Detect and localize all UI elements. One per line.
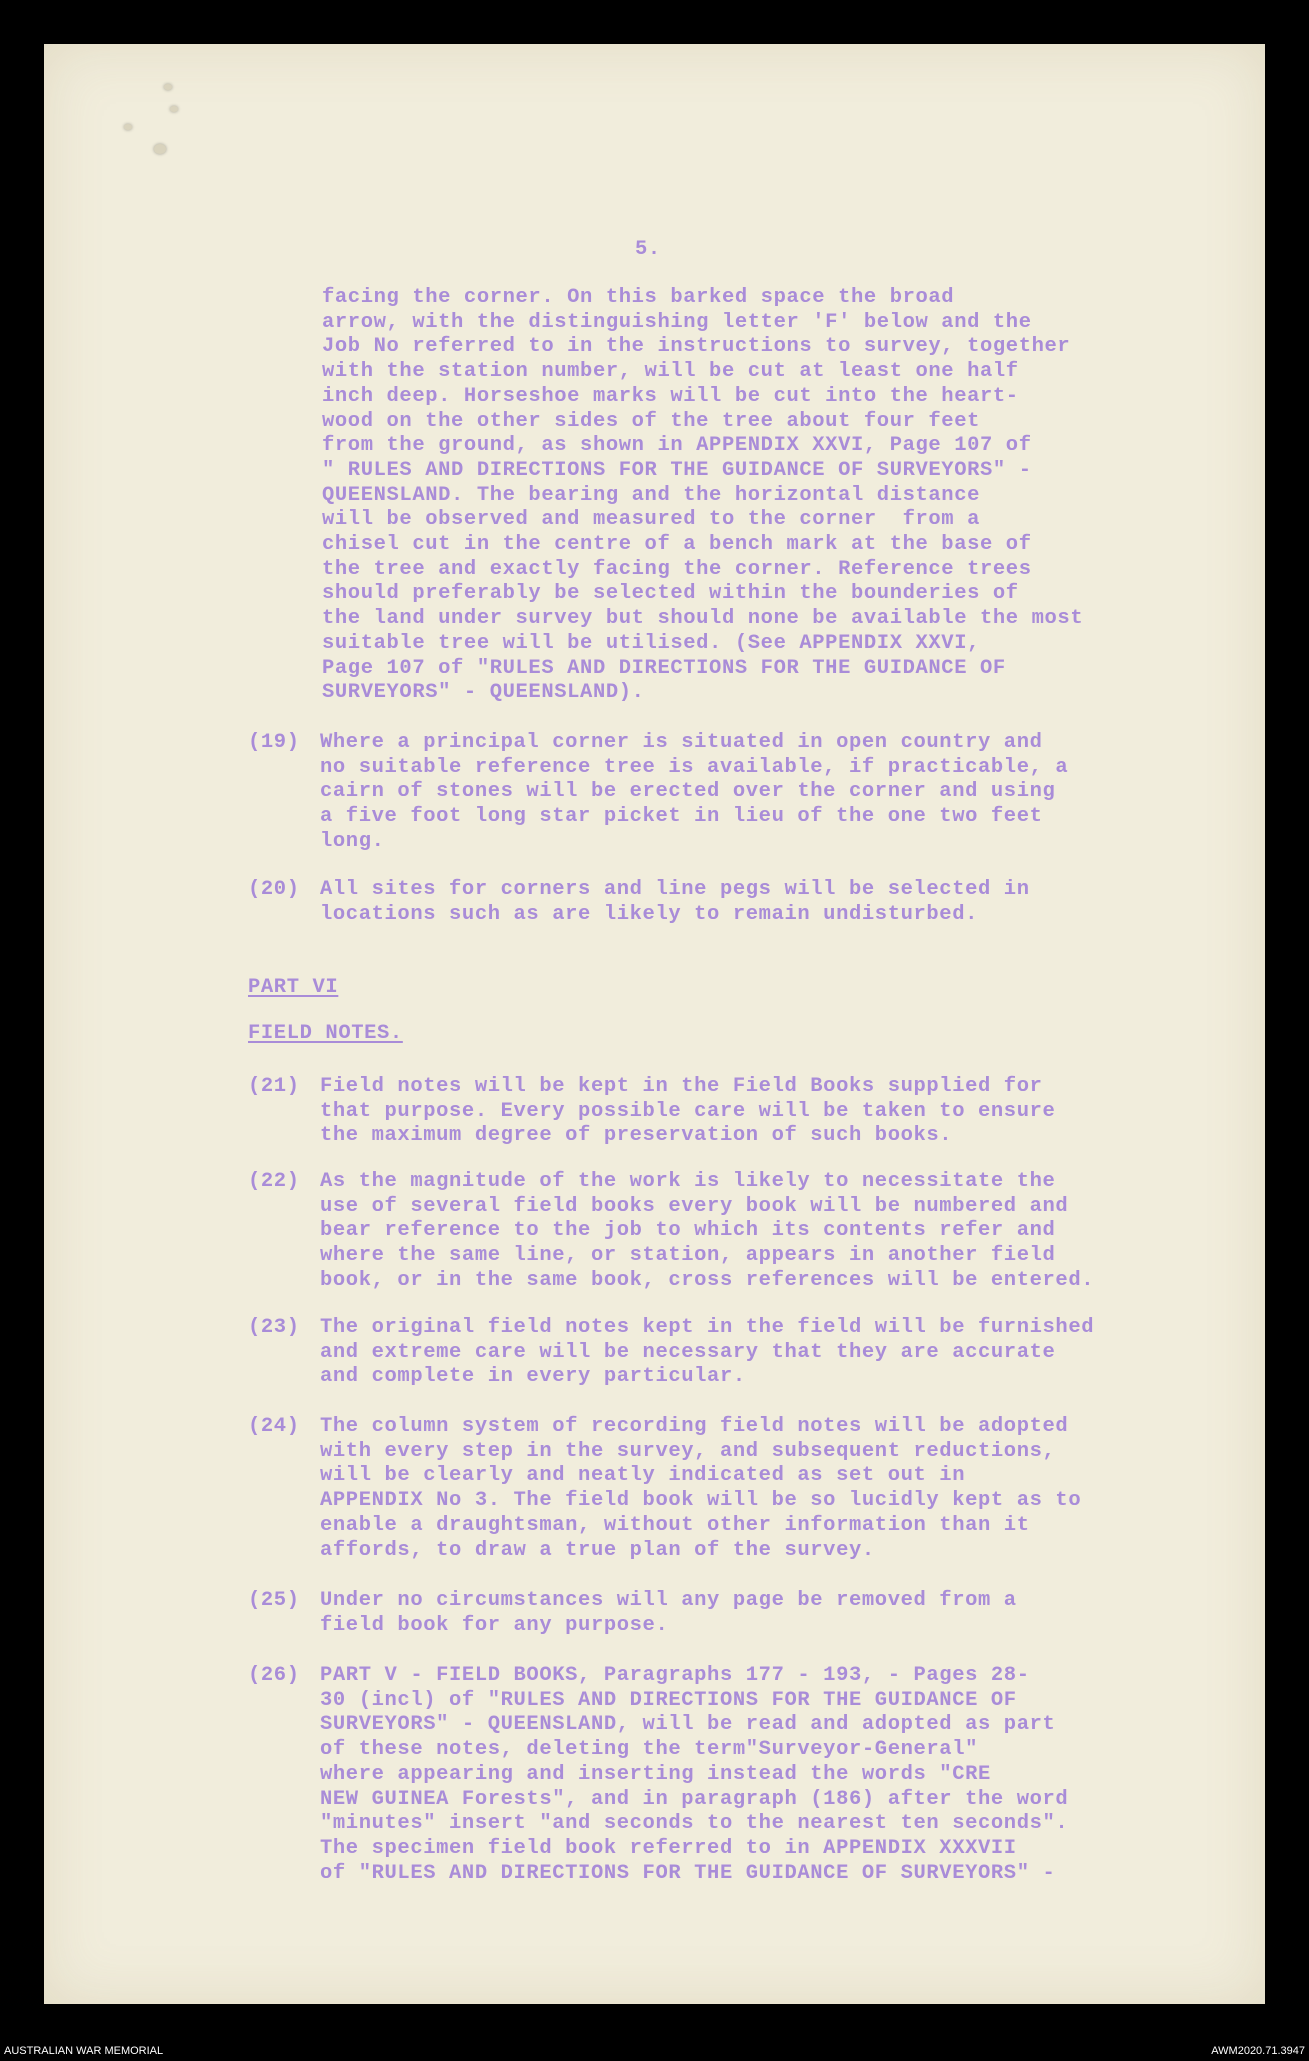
text-line: Under no circumstances will any page be removed from a bbox=[320, 1589, 1017, 1612]
footer-institution: AUSTRALIAN WAR MEMORIAL bbox=[4, 2045, 164, 2057]
text-line: SURVEYORS" - QUEENSLAND). bbox=[322, 681, 645, 705]
text-line: Job No referred to in the instructions to survey, together bbox=[322, 335, 1071, 359]
text-line: and complete in every particular. bbox=[320, 1365, 746, 1389]
paragraph-number: (25) bbox=[248, 1589, 300, 1612]
paragraph-text bbox=[320, 878, 1030, 927]
text-line: long. bbox=[320, 829, 385, 853]
text-line: The original field notes kept in the field will be furnished bbox=[320, 1316, 1095, 1339]
text-line: the tree and exactly facing the corner. Reference trees bbox=[322, 557, 1032, 581]
text-line: the maximum degree of preservation of such books. bbox=[320, 1124, 953, 1148]
text-line: the land under survey but should none be available the most bbox=[322, 607, 1084, 631]
text-line: inch deep. Horseshoe marks will be cut into the heart- bbox=[322, 384, 1019, 408]
paragraph-number: (21) bbox=[248, 1075, 300, 1098]
paragraph-text bbox=[320, 1664, 1068, 1886]
text-line: SURVEYORS" - QUEENSLAND, will be read and adopted as part bbox=[320, 1713, 1056, 1737]
text-line: use of several field books every book will be numbered and bbox=[320, 1194, 1069, 1218]
text-line: that purpose. Every possible care will be taken to ensure bbox=[320, 1099, 1056, 1123]
text-line: where the same line, or station, appears in another field bbox=[320, 1244, 1056, 1268]
text-line: book, or in the same book, cross references will be entered. bbox=[320, 1268, 1095, 1292]
text-line: from the ground, as shown in APPENDIX XXVI, Page 107 of bbox=[322, 434, 1032, 458]
part-heading: PART VI bbox=[248, 976, 339, 999]
text-line: "minutes" insert "and seconds to the nearest ten seconds". bbox=[320, 1812, 1069, 1836]
text-line: bear reference to the job to which its contents refer and bbox=[320, 1219, 1056, 1243]
paragraph-text bbox=[320, 1075, 1055, 1149]
punch-hole bbox=[170, 106, 178, 112]
text-line: chisel cut in the centre of a bench mark at the base of bbox=[322, 533, 1032, 557]
paragraph-number: (22) bbox=[248, 1170, 300, 1193]
footer-catalogue-id: AWM2020.71.3947 bbox=[1211, 2045, 1305, 2057]
paragraph-text bbox=[320, 731, 1068, 855]
page-number: 5. bbox=[635, 238, 661, 261]
text-line: will be observed and measured to the corner from a bbox=[322, 508, 981, 532]
text-line: will be clearly and neatly indicated as set out in bbox=[320, 1464, 966, 1488]
text-line: should preferably be selected within the bounderies of bbox=[322, 582, 1019, 606]
text-line: and extreme care will be necessary that they are accurate bbox=[320, 1340, 1056, 1364]
punch-hole bbox=[124, 124, 132, 130]
text-line: All sites for corners and line pegs will be selected in bbox=[320, 878, 1030, 901]
intro-paragraph bbox=[322, 286, 1083, 706]
text-line: a five foot long star picket in lieu of the one two feet bbox=[320, 805, 1043, 829]
paragraph-number: (26) bbox=[248, 1664, 300, 1687]
text-line: As the magnitude of the work is likely to necessitate the bbox=[320, 1170, 1056, 1193]
paragraph-text bbox=[320, 1415, 1081, 1563]
text-line: arrow, with the distinguishing letter 'F' below and the bbox=[322, 310, 1032, 334]
text-line: field book for any purpose. bbox=[320, 1613, 669, 1637]
text-line: 30 (incl) of "RULES AND DIRECTIONS FOR THE GUIDANCE OF bbox=[320, 1688, 1017, 1712]
text-line: suitable tree will be utilised. (See APPENDIX XXVI, bbox=[322, 631, 981, 655]
punch-hole bbox=[154, 144, 166, 154]
paragraph-text bbox=[320, 1316, 1094, 1390]
paragraph-text bbox=[320, 1170, 1094, 1294]
text-line: affords, to draw a true plan of the survey. bbox=[320, 1538, 875, 1562]
text-line: where appearing and inserting instead the words "CRE bbox=[320, 1762, 991, 1786]
text-line: APPENDIX No 3. The field book will be so lucidly kept as to bbox=[320, 1489, 1082, 1513]
paragraph-number: (19) bbox=[248, 731, 300, 754]
paragraph-number: (24) bbox=[248, 1415, 300, 1438]
text-line: facing the corner. On this barked space the broad bbox=[322, 286, 955, 309]
text-line: locations such as are likely to remain undisturbed. bbox=[320, 902, 979, 926]
paragraph-number: (23) bbox=[248, 1316, 300, 1339]
text-line: of "RULES AND DIRECTIONS FOR THE GUIDANCE OF SURVEYORS" - bbox=[320, 1861, 1056, 1885]
text-line: " RULES AND DIRECTIONS FOR THE GUIDANCE OF SURVEYORS" - bbox=[322, 458, 1032, 482]
section-heading: FIELD NOTES. bbox=[248, 1022, 403, 1045]
text-line: PART V - FIELD BOOKS, Paragraphs 177 - 193, - Pages 28- bbox=[320, 1664, 1030, 1687]
punch-hole bbox=[164, 84, 172, 90]
text-line: with the station number, will be cut at least one half bbox=[322, 360, 1019, 384]
paragraph-number: (20) bbox=[248, 878, 300, 901]
text-line: NEW GUINEA Forests", and in paragraph (186) after the word bbox=[320, 1787, 1069, 1811]
text-line: The specimen field book referred to in APPENDIX XXXVII bbox=[320, 1836, 1017, 1860]
paragraph-text bbox=[320, 1589, 1017, 1638]
footer-bar bbox=[0, 2043, 1309, 2061]
text-line: wood on the other sides of the tree about four feet bbox=[322, 409, 981, 433]
text-line: Page 107 of "RULES AND DIRECTIONS FOR THE GUIDANCE OF bbox=[322, 656, 1006, 680]
text-line: QUEENSLAND. The bearing and the horizontal distance bbox=[322, 483, 981, 507]
text-line: enable a draughtsman, without other information than it bbox=[320, 1513, 1030, 1537]
text-line: no suitable reference tree is available, if practicable, a bbox=[320, 755, 1069, 779]
text-line: Field notes will be kept in the Field Books supplied for bbox=[320, 1075, 1043, 1098]
text-line: with every step in the survey, and subsequent reductions, bbox=[320, 1439, 1056, 1463]
text-line: cairn of stones will be erected over the corner and using bbox=[320, 780, 1056, 804]
text-line: of these notes, deleting the term"Surveyor-General" bbox=[320, 1738, 979, 1762]
text-line: The column system of recording field notes will be adopted bbox=[320, 1415, 1069, 1438]
text-line: Where a principal corner is situated in open country and bbox=[320, 731, 1043, 754]
